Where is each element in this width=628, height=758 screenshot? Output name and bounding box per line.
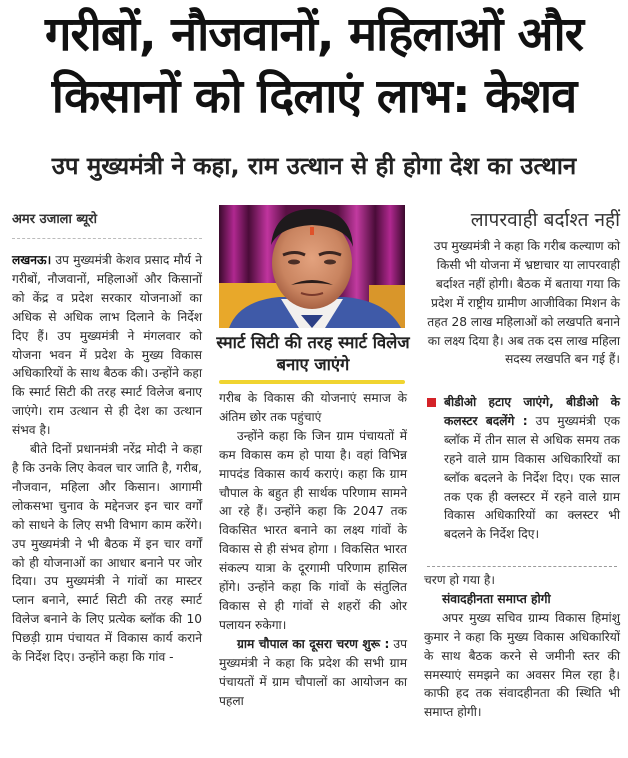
paragraph: उप मुख्यमंत्री ने कहा कि गरीब कल्याण को किसी भी योजना में भ्रष्टाचार या लापरवाही बर्दाश्त नहीं होगी। बैठक में बताया गया कि प्रदेश में राष्ट्रीय ग्रामीण आजीविका मिशन के तहत 28 लाख महिलाओं को लखपति बनाने का लक्ष्य दिया है। अब तक दस लाख महिला सदस्य लखपति बन गई हैं। bbox=[427, 239, 620, 367]
paragraph: चरण हो गया है। bbox=[424, 573, 495, 587]
dateline: लखनऊ। bbox=[12, 253, 52, 267]
photo-caption: स्मार्ट सिटी की तरह स्मार्ट विलेज बनाए जाएंगे bbox=[216, 333, 410, 374]
bullet-item bbox=[424, 393, 620, 544]
sidebar-text bbox=[424, 237, 620, 369]
subheadline: उप मुख्यमंत्री ने कहा, राम उत्थान से ही होगा देश का उत्थान bbox=[51, 152, 577, 180]
bullet-text: उप मुख्यमंत्री एक ब्लॉक में तीन साल से अधिक समय तक रहने वाले ग्राम विकास अधिकारियों का ब्लॉक बदलने के निर्देश दिए। एक साल तक एक ही क्लस्टर में रहने वाले ग्राम विकास अधिकारियों का क्लस्टर भी बदलने के निर्देश दिए। bbox=[444, 413, 620, 542]
paragraph-text: उप मुख्यमंत्री केशव प्रसाद मौर्य ने गरीबों, नौजवानों, महिलाओं और किसानों को केंद्र व प्रदेश सरकार योजनाओं का अधिक से अधिक लाभ दिलाने के निर्देश दिए हैं। उप मुख्यमंत्री ने मंगलवार को योजना भवन में प्रदेश के मुख्य विकास अधिकारियों के साथ बैठक की। उन्होंने कहा कि स्मार्ट सिटी की तरह स्मार्ट विलेज बनाए जाएंगे। राम उत्थान से ही देश का उत्थान संभव है। bbox=[12, 253, 202, 438]
yellow-divider bbox=[219, 380, 405, 384]
paragraph: अपर मुख्य सचिव ग्राम्य विकास हिमांशु कुमार ने कहा कि मुख्य विकास अधिकारियों के साथ बैठक करने से जमीनी स्तर की समस्याएं समझने का अवसर मिल रहा है। काफी हद तक संवादहीनता की स्थिति भी समाप्त होगी। bbox=[424, 610, 620, 720]
paragraph-text: उप मुख्यमंत्री ने कहा कि प्रदेश की सभी ग्राम पंचायतों में ग्राम चौपालों का आयोजन का पहला bbox=[219, 636, 407, 708]
bullet-title: बीडीओ हटाए जाएंगे, बीडीओ के कलस्टर बदलेंगे : bbox=[444, 395, 620, 428]
column-3-continued bbox=[424, 571, 620, 722]
paragraph bbox=[219, 635, 407, 711]
section-heading: संवादहीनता समाप्त होगी bbox=[442, 591, 551, 606]
headline-line-2: किसानों को दिलाएं लाभ: केशव bbox=[51, 69, 577, 124]
paragraph bbox=[12, 251, 202, 440]
paragraph: गरीब के विकास की योजनाएं समाज के अंतिम छोर तक पहुंचाएं bbox=[219, 391, 407, 424]
bullet-content bbox=[444, 393, 620, 544]
portrait-illustration bbox=[219, 205, 405, 328]
byline: अमर उजाला ब्यूरो bbox=[12, 210, 202, 239]
subsection-title: ग्राम चौपाल का दूसरा चरण शुरू : bbox=[237, 636, 390, 651]
red-square-bullet-icon bbox=[427, 398, 436, 407]
column-2 bbox=[219, 389, 407, 710]
headline-line-1: गरीबों, नौजवानों, महिलाओं और bbox=[45, 7, 583, 62]
tilak bbox=[310, 227, 314, 235]
column-1 bbox=[12, 210, 202, 667]
headline bbox=[8, 4, 620, 128]
photo-keshav-prasad-maurya bbox=[219, 205, 405, 328]
sidebar-heading: लापरवाही बर्दाश्त नहीं bbox=[470, 209, 620, 231]
dashed-divider bbox=[427, 566, 617, 567]
paragraph: बीते दिनों प्रधानमंत्री नरेंद्र मोदी ने कहा है कि उनके लिए केवल चार जाति है, गरीब, नौजवान, महिला और किसान। आगामी लोकसभा चुनाव के मद्देनजर इन चार वर्गों को साधने के लिए सभी विभाग काम करेंगे। उप मुख्यमंत्री ने भी बैठक में इन चार वर्गों को ही योजनाओं का आधार बनाने पर जोर दिया। उप मुख्यमंत्री ने गांवों का मास्टर प्लान बनाने, स्मार्ट सिटी की तरह स्मार्ट विलेज बनाने के लिए प्रत्येक ब्लॉक की 10 पिछड़ी ग्राम पंचायत में विकास कार्य कराने के निर्देश दिए। उन्होंने कहा कि गांव - bbox=[12, 442, 202, 665]
paragraph: उन्होंने कहा कि जिन ग्राम पंचायतों में कम विकास कम हो पाया है। वहां विभिन्न मापदंड विकास कार्य कराएं। कहा कि ग्राम चौपाल के बहुत ही सार्थक परिणाम सामने आ रहे हैं। उन्होंने कहा कि 2047 तक विकसित भारत बनाने का लक्ष्य गांवों के विकास से ही संभव होगा । विकसित भारत संकल्प यात्रा के दूरगामी परिणाम हासिल होंगे। उन्होंने कहा कि गांवों के संतुलित विकास से ही गांवों से शहरों की ओर पलायन रुकेगा। bbox=[219, 428, 407, 632]
